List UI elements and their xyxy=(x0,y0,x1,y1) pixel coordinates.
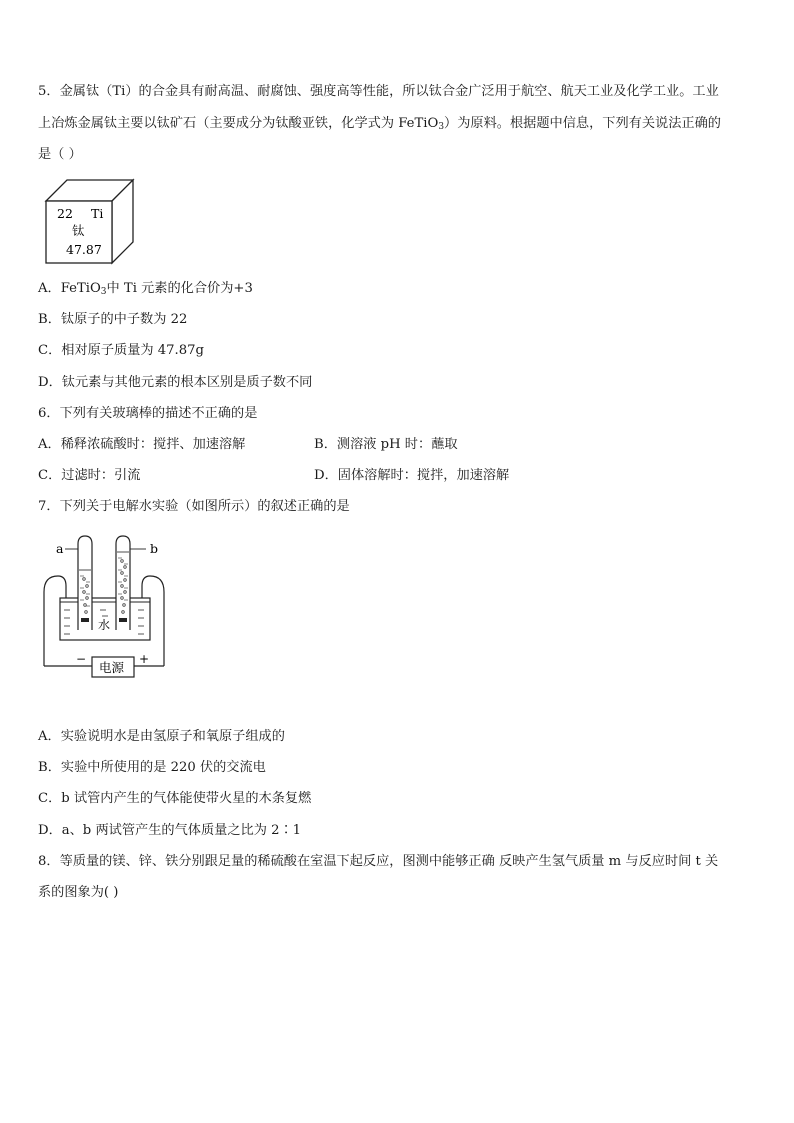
power-supply-label: 电源 xyxy=(99,660,125,675)
q5-option-a xyxy=(38,279,253,302)
positive-terminal: + xyxy=(139,652,150,666)
q5-option-d: D．钛元素与其他元素的根本区别是质子数不同 xyxy=(38,375,313,390)
q6-option-b: B．测溶液 pH 时：蘸取 xyxy=(314,437,458,452)
q7-stem: 7．下列关于电解水实验（如图所示）的叙述正确的是 xyxy=(38,499,350,514)
element-name: 钛 xyxy=(72,223,85,238)
q5-stem-line-2a: 上冶炼金属钛主要以钛矿石（主要成分为钛酸亚铁，化学式为 FeTiO xyxy=(38,116,439,131)
q5-option-a-post: 中 Ti 元素的化合价为+3 xyxy=(106,281,253,296)
tube-b-label: b xyxy=(150,541,159,556)
q5-formula-subscript: 3 xyxy=(438,122,445,132)
q5-option-c: C．相对原子质量为 47.87g xyxy=(38,343,204,358)
q5-stem-line-2b: ）为原料。根据题中信息，下列有关说法正确的 xyxy=(444,116,721,131)
electrolysis-apparatus xyxy=(40,534,170,682)
q7-option-a: A．实验说明水是由氢原子和氧原子组成的 xyxy=(38,729,285,744)
negative-terminal: − xyxy=(76,652,87,666)
q8-stem-line-2: 系的图象为( ) xyxy=(38,885,119,900)
tube-a-label: a xyxy=(56,541,64,556)
q5-stem-line-2 xyxy=(38,114,721,137)
q7-option-b: B．实验中所使用的是 220 伏的交流电 xyxy=(38,760,266,775)
element-symbol: Ti xyxy=(91,206,104,221)
q7-option-c: C．b 试管内产生的气体能使带火星的木条复燃 xyxy=(38,791,312,806)
q6-stem: 6．下列有关玻璃棒的描述不正确的是 xyxy=(38,406,258,421)
q6-option-a: A．稀释浓硫酸时：搅拌、加速溶解 xyxy=(38,437,246,452)
q5-stem-line-3: 是（ ） xyxy=(38,147,82,162)
q5-option-a-subscript: 3 xyxy=(100,287,107,297)
element-number: 22 xyxy=(57,206,73,221)
titanium-element-cube xyxy=(46,178,138,266)
q7-option-d: D．a、b 两试管产生的气体质量之比为 2∶1 xyxy=(38,823,302,838)
q6-option-d: D．固体溶解时：搅拌，加速溶解 xyxy=(314,468,510,483)
q6-option-c: C．过滤时：引流 xyxy=(38,468,141,483)
q5-option-b: B．钛原子的中子数为 22 xyxy=(38,312,188,327)
q5-option-a-pre: A．FeTiO xyxy=(38,281,101,296)
element-mass: 47.87 xyxy=(66,242,102,257)
water-label: 水 xyxy=(98,618,111,632)
q8-stem-line-1: 8．等质量的镁、锌、铁分别跟足量的稀硫酸在室温下起反应，图测中能够正确 反映产生氢气质量 m 与反应时间 t 关 xyxy=(38,854,719,869)
q5-stem-line-1: 5．金属钛（Ti）的合金具有耐高温、耐腐蚀、强度高等性能，所以钛合金广泛用于航空、航天工业及化学工业。工业 xyxy=(38,84,719,99)
